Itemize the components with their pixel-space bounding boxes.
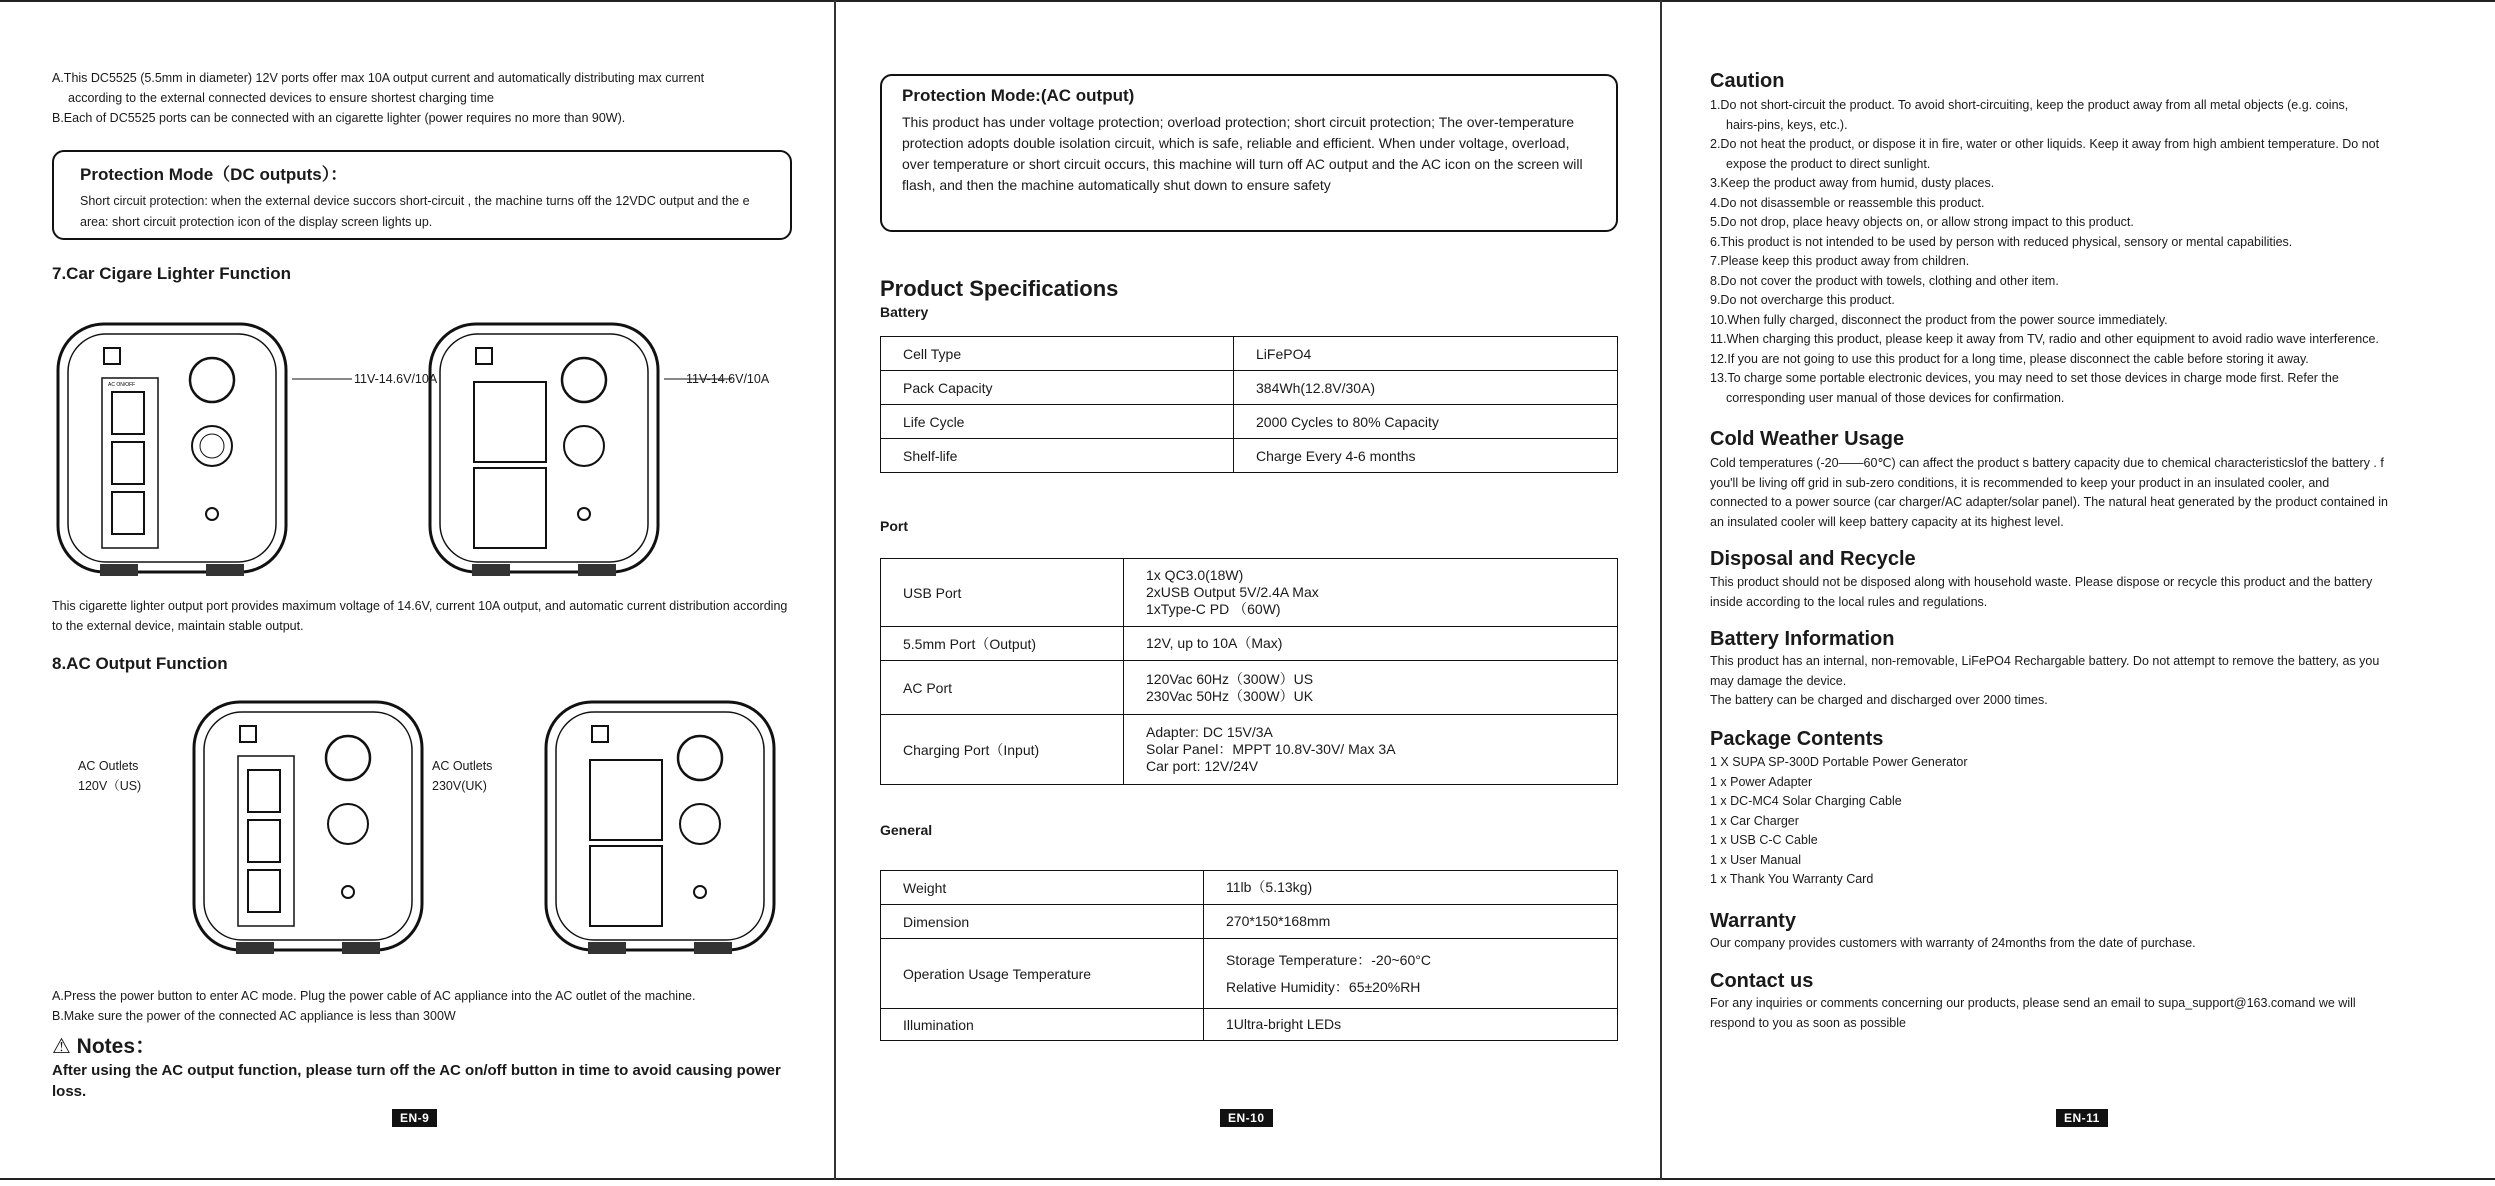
caution-title: Caution bbox=[1710, 70, 1785, 92]
contact-text: For any inquiries or comments concerning our products, please send an email to supa_support@163.comand we will respond to you as soon as possible bbox=[1710, 996, 2356, 1030]
spec-key: Dimension bbox=[881, 905, 1204, 939]
table-row bbox=[881, 371, 1618, 405]
list-item: 8.Do not cover the product with towels, clothing and other item. bbox=[1710, 273, 2059, 288]
protection-dc-body: Short circuit protection: when the external device succors short-circuit , the machine turns off the 12VDC output and the e area: short circuit protection icon of the display screen lights up. bbox=[80, 194, 750, 229]
port-table bbox=[880, 558, 1618, 785]
spec-key: Shelf-life bbox=[881, 439, 1234, 473]
table-row bbox=[881, 337, 1618, 371]
callout-line bbox=[292, 376, 352, 382]
table-row bbox=[881, 1009, 1618, 1041]
table-row bbox=[881, 715, 1618, 785]
page-divider bbox=[834, 0, 836, 1180]
protection-ac-body: This product has under voltage protection; overload protection; short circuit protection; The over-temperature protection adopts double isolation circuit, which is safe, reliable and efficient. When under voltage, overload, over temperature or short circuit occurs, this machine will turn off AC output and the AC icon on the screen will flash, and then the machine automatically shut down to ensure safety bbox=[902, 114, 1583, 193]
spec-key: Cell Type bbox=[881, 337, 1234, 371]
battery-label: Battery bbox=[880, 304, 929, 320]
spec-value: LiFePO4 bbox=[1234, 337, 1618, 371]
spec-value bbox=[1124, 627, 1618, 661]
list-item: Cold temperatures (-20——60℃) can affect the product s battery capacity due to chemical characteristicslof the battery . f bbox=[1710, 456, 2384, 470]
list-item: 1 x Thank You Warranty Card bbox=[1710, 872, 1874, 886]
dc-intro-a: A.This DC5525 (5.5mm in diameter) 12V ports offer max 10A output current and automatically distributing max current according to the external connected devices to ensure shortest charging time B.Each of DC5525 ports can be connected with an cigarette lighter (power requires no more than 90W). bbox=[52, 71, 705, 125]
ac-us-label: AC Outlets 120V（US) bbox=[78, 759, 142, 793]
package-list bbox=[1710, 753, 2440, 890]
port-label: Port bbox=[880, 518, 908, 534]
spec-key: AC Port bbox=[881, 661, 1124, 715]
table-row bbox=[881, 871, 1618, 905]
battery-table bbox=[880, 336, 1618, 473]
list-item: an insulated cooler will keep battery capacity at its highest level. bbox=[1710, 514, 2064, 529]
table-row bbox=[881, 439, 1618, 473]
package-title: Package Contents bbox=[1710, 728, 1884, 750]
protection-ac-box bbox=[880, 74, 1618, 232]
page-en11 bbox=[1710, 0, 2440, 1180]
spec-value-line: 2xUSB Output 5V/2.4A Max bbox=[1146, 584, 1319, 600]
table-row bbox=[881, 905, 1618, 939]
spec-value bbox=[1204, 1009, 1618, 1041]
protection-dc-title: Protection Mode（DC outputs）： bbox=[80, 165, 348, 184]
spec-value-line: 12V, up to 10A（Max) bbox=[1146, 635, 1283, 651]
general-label: General bbox=[880, 822, 933, 838]
device-ac-uk-illustration bbox=[540, 696, 790, 961]
spec-value bbox=[1204, 939, 1618, 1009]
page-en10 bbox=[880, 0, 1625, 1180]
spec-key: Pack Capacity bbox=[881, 371, 1234, 405]
list-item: 1 X SUPA SP-300D Portable Power Generator bbox=[1710, 755, 1968, 769]
cold-text bbox=[1710, 454, 2440, 532]
spec-key: Weight bbox=[881, 871, 1204, 905]
device-front-uk-illustration bbox=[424, 318, 674, 583]
list-item: 1.Do not short-circuit the product. To avoid short-circuiting, keep the product away from all metal objects (e.g. coins, bbox=[1710, 98, 2349, 112]
list-item: 1 x Power Adapter bbox=[1710, 774, 1813, 789]
spec-value: Charge Every 4-6 months bbox=[1234, 439, 1618, 473]
notes-body: After using the AC output function, please turn off the AC on/off button in time to avoid causing power loss. bbox=[52, 1062, 781, 1100]
general-table bbox=[880, 870, 1618, 1041]
spec-value bbox=[1124, 715, 1618, 785]
spec-value-line: 230Vac 50Hz（300W）UK bbox=[1146, 687, 1314, 704]
list-item: 10.When fully charged, disconnect the product from the power source immediately. bbox=[1710, 312, 2168, 327]
spec-value-line: Storage Temperature：-20~60°C bbox=[1226, 951, 1431, 968]
caution-list bbox=[1710, 96, 2440, 408]
warning-triangle-icon: ⚠ bbox=[52, 1035, 71, 1058]
list-item: 12.If you are not going to use this product for a long time, please disconnect the cable before storing it away. bbox=[1710, 351, 2309, 366]
battery-info-title: Battery Information bbox=[1710, 628, 1895, 650]
spec-value-line: Car port: 12V/24V bbox=[1146, 758, 1259, 774]
table-row bbox=[881, 627, 1618, 661]
list-item: 7.Please keep this product away from children. bbox=[1710, 254, 1970, 268]
list-item: The battery can be charged and discharged over 2000 times. bbox=[1710, 693, 2048, 707]
protection-ac-title: Protection Mode:(AC output) bbox=[902, 86, 1135, 105]
list-item: 1 x USB C-C Cable bbox=[1710, 833, 1818, 847]
list-item: hairs-pins, keys, etc.). bbox=[1726, 117, 1848, 132]
page-en9 bbox=[52, 0, 792, 1180]
spec-key: Illumination bbox=[881, 1009, 1204, 1041]
spec-value: 384Wh(12.8V/30A) bbox=[1234, 371, 1618, 405]
list-item: 6.This product is not intended to be used by person with reduced physical, sensory or mental capabilities. bbox=[1710, 234, 2293, 249]
list-item: 13.To charge some portable electronic devices, you may need to set those devices in charge mode first. Refer the bbox=[1710, 371, 2339, 385]
spec-key: Life Cycle bbox=[881, 405, 1234, 439]
warranty-text: Our company provides customers with warranty of 24months from the date of purchase. bbox=[1710, 936, 2196, 950]
device-ac-us-illustration bbox=[188, 696, 438, 961]
list-item: 4.Do not disassemble or reassemble this product. bbox=[1710, 195, 1985, 210]
list-item: 1 x DC-MC4 Solar Charging Cable bbox=[1710, 794, 1902, 808]
page-number: EN-9 bbox=[392, 1109, 437, 1127]
car-voltage-label-right: 11V-14.6V/10A bbox=[686, 372, 770, 386]
spec-value bbox=[1124, 559, 1618, 627]
ac-output-instructions: A.Press the power button to enter AC mode. Plug the power cable of AC appliance into the AC outlet of the machine. B.Make sure the power of the connected AC appliance is less than 300W bbox=[52, 989, 696, 1023]
spec-value-line: 1Ultra-bright LEDs bbox=[1226, 1016, 1342, 1032]
car-cigar-desc: This cigarette lighter output port provides maximum voltage of 14.6V, current 10A output, and automatic current distribution according to the external device, maintain stable output. bbox=[52, 599, 788, 633]
spec-value bbox=[1204, 871, 1618, 905]
spec-value-line: 120Vac 60Hz（300W）US bbox=[1146, 670, 1314, 687]
device-front-us-illustration bbox=[52, 318, 302, 583]
spec-key: Charging Port（Input) bbox=[881, 715, 1124, 785]
list-item: This product should not be disposed along with household waste. Please dispose or recycle this product and the battery bbox=[1710, 575, 2373, 589]
svg-text:AC ON/OFF: AC ON/OFF bbox=[108, 382, 136, 388]
spec-value-line: Solar Panel：MPPT 10.8V-30V/ Max 3A bbox=[1146, 741, 1396, 757]
spec-value bbox=[1124, 661, 1618, 715]
list-item: 1 x User Manual bbox=[1710, 852, 1802, 867]
list-item: 5.Do not drop, place heavy objects on, or allow strong impact to this product. bbox=[1710, 215, 2134, 229]
table-row bbox=[881, 661, 1618, 715]
list-item: 3.Keep the product away from humid, dusty places. bbox=[1710, 176, 1995, 190]
list-item: expose the product to direct sunlight. bbox=[1726, 156, 1931, 171]
list-item: 1 x Car Charger bbox=[1710, 813, 1799, 828]
notes-heading: ⚠ Notes： bbox=[52, 1035, 157, 1058]
table-row bbox=[881, 405, 1618, 439]
list-item: 9.Do not overcharge this product. bbox=[1710, 293, 1895, 307]
contact-title: Contact us bbox=[1710, 970, 1814, 992]
warranty-title: Warranty bbox=[1710, 910, 1796, 932]
spec-value bbox=[1204, 905, 1618, 939]
page-number: EN-10 bbox=[1220, 1109, 1273, 1127]
protection-dc-box bbox=[52, 150, 792, 240]
car-cigar-heading: 7.Car Cigare Lighter Function bbox=[52, 264, 291, 283]
ac-output-heading: 8.AC Output Function bbox=[52, 654, 228, 673]
disposal-title: Disposal and Recycle bbox=[1710, 548, 1916, 570]
spec-value-line: Relative Humidity：65±20%RH bbox=[1226, 978, 1421, 995]
spec-value-line: Adapter: DC 15V/3A bbox=[1146, 724, 1273, 740]
page-divider bbox=[1660, 0, 1662, 1180]
list-item: 11.When charging this product, please keep it away from TV, radio and other equipment to avoid radio wave interference. bbox=[1710, 332, 2379, 346]
list-item: 2.Do not heat the product, or dispose it in fire, water or other liquids. Keep it away from high ambient temperature. Do not bbox=[1710, 137, 2380, 151]
spec-title: Product Specifications bbox=[880, 276, 1119, 301]
list-item: corresponding user manual of those devices for confirmation. bbox=[1726, 390, 2065, 405]
page-number: EN-11 bbox=[2056, 1109, 2108, 1127]
battery-info-text bbox=[1710, 652, 2440, 711]
list-item: This product has an internal, non-removable, LiFePO4 Rechargable battery. Do not attempt to remove the battery, as you bbox=[1710, 654, 2380, 668]
car-voltage-label-left: 11V-14.6V/10A bbox=[354, 372, 438, 386]
table-row bbox=[881, 559, 1618, 627]
spec-key: USB Port bbox=[881, 559, 1124, 627]
cold-title: Cold Weather Usage bbox=[1710, 428, 1905, 450]
spec-value-line: 1xType-C PD （60W) bbox=[1146, 601, 1281, 617]
spec-value-line: 270*150*168mm bbox=[1226, 913, 1331, 929]
list-item: connected to a power source (car charger/AC adapter/solar panel). The natural heat generated by the product contained in bbox=[1710, 495, 2388, 509]
list-item: inside according to the local rules and regulations. bbox=[1710, 594, 1988, 609]
list-item: you'll be living off grid in sub-zero conditions, it is recommended to keep your product in an insulated cooler, and bbox=[1710, 475, 2330, 490]
spec-value: 2000 Cycles to 80% Capacity bbox=[1234, 405, 1618, 439]
list-item: may damage the device. bbox=[1710, 673, 1847, 688]
spec-key: 5.5mm Port（Output) bbox=[881, 627, 1124, 661]
table-row bbox=[881, 939, 1618, 1009]
ac-uk-label: AC Outlets 230V(UK) bbox=[432, 759, 493, 793]
disposal-text bbox=[1710, 573, 2440, 612]
spec-key: Operation Usage Temperature bbox=[881, 939, 1204, 1009]
spec-value-line: 1x QC3.0(18W) bbox=[1146, 567, 1244, 583]
spec-value-line: 11lb（5.13kg) bbox=[1226, 879, 1313, 895]
